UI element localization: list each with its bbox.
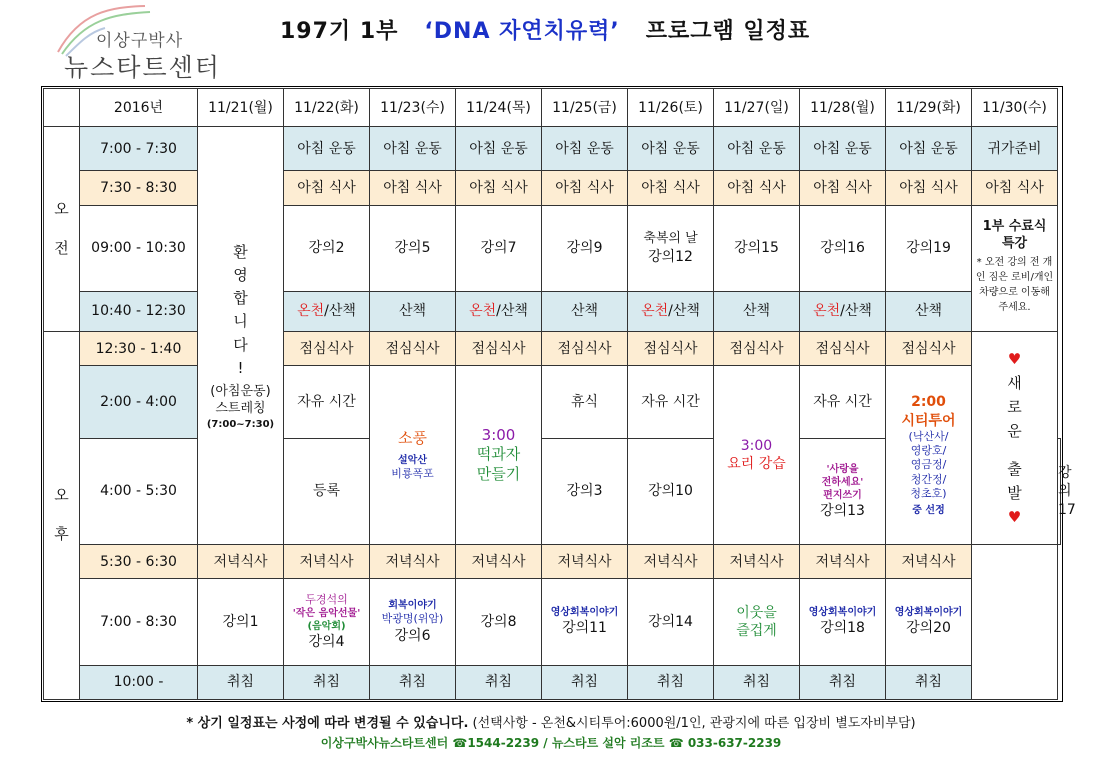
- row-0730: [44, 171, 1061, 205]
- dinner: 저녁식사: [886, 545, 972, 579]
- dinner: 저녁식사: [714, 545, 800, 579]
- row-1900: [44, 579, 1061, 665]
- walk: 산책: [542, 291, 628, 331]
- time-cell: 5:30 - 6:30: [80, 545, 198, 579]
- new-start-cell: ♥ 새 로 운 출 발 ♥: [972, 332, 1058, 545]
- lecture-11-cell: 영상회복이야기 강의11: [542, 579, 628, 665]
- day-header: 11/27(일): [714, 89, 800, 127]
- day-header: 11/21(월): [198, 89, 284, 127]
- period-am: 오 전: [44, 127, 80, 332]
- time-cell: 4:00 - 5:30: [80, 438, 198, 545]
- schedule-table: [43, 88, 1076, 700]
- sleep: 취침: [886, 665, 972, 699]
- sleep: 취침: [198, 665, 284, 699]
- lunch: 점심식사: [628, 332, 714, 366]
- lecture-2: 강의2: [284, 205, 370, 291]
- footer-note-rest: (선택사항 - 온천&시티투어:6000원/1인, 관광지에 따른 입장비 별도자비부담): [472, 716, 916, 731]
- breakfast: 아침 식사: [886, 171, 972, 205]
- title-part1: 197기 1부: [280, 19, 399, 44]
- return-prep: 귀가준비: [972, 127, 1058, 171]
- lecture-5: 강의5: [370, 205, 456, 291]
- cooking-cell: 3:00 요리 강습: [714, 366, 800, 545]
- lunch: 점심식사: [714, 332, 800, 366]
- breakfast: 아침 식사: [542, 171, 628, 205]
- onchun-walk: 온천/산책: [628, 291, 714, 331]
- lecture-9: 강의9: [542, 205, 628, 291]
- breakfast: 아침 식사: [370, 171, 456, 205]
- lecture-1: 강의1: [198, 579, 284, 665]
- page-title: [280, 14, 810, 45]
- lunch: 점심식사: [886, 332, 972, 366]
- completion-cell: 1부 수료식 특강 * 오전 강의 전 개인 짐은 로비/개인차량으로 이동해주세요.: [972, 205, 1058, 332]
- onchun-walk: 온천/산책: [284, 291, 370, 331]
- sleep: 취침: [628, 665, 714, 699]
- year-cell: 2016년: [80, 89, 198, 127]
- time-cell: 10:40 - 12:30: [80, 291, 198, 331]
- morning-exercise: 아침 운동: [800, 127, 886, 171]
- lecture-6-cell: 회복이야기 박광명(위암) 강의6: [370, 579, 456, 665]
- lecture-12-cell: 축복의 날 강의12: [628, 205, 714, 291]
- title-dna: ‘DNA 자연치유력’: [424, 19, 620, 44]
- morning-exercise: 아침 운동: [370, 127, 456, 171]
- free-time: 자유 시간: [284, 366, 370, 438]
- morning-exercise: 아침 운동: [456, 127, 542, 171]
- day-header: 11/26(토): [628, 89, 714, 127]
- dinner: 저녁식사: [284, 545, 370, 579]
- morning-exercise: 아침 운동: [714, 127, 800, 171]
- footer-note: [0, 712, 1102, 731]
- row-1040: [44, 291, 1061, 331]
- walk: 산책: [886, 291, 972, 331]
- day-header: 11/24(목): [456, 89, 542, 127]
- header: [0, 0, 1102, 86]
- free-time: 자유 시간: [800, 366, 886, 438]
- lecture-3: 강의3: [542, 438, 628, 545]
- dinner: 저녁식사: [800, 545, 886, 579]
- sleep: 취침: [284, 665, 370, 699]
- breakfast: 아침 식사: [456, 171, 542, 205]
- footer-note-bold: * 상기 일정표는 사정에 따라 변경될 수 있습니다.: [186, 716, 469, 731]
- row-2200: [44, 665, 1061, 699]
- rest: 휴식: [542, 366, 628, 438]
- time-cell: 09:00 - 10:30: [80, 205, 198, 291]
- breakfast: 아침 식사: [972, 171, 1058, 205]
- lecture-16: 강의16: [800, 205, 886, 291]
- lecture-7: 강의7: [456, 205, 542, 291]
- lecture-14: 강의14: [628, 579, 714, 665]
- row-1730: [44, 545, 1061, 579]
- title-part2: 프로그램 일정표: [645, 19, 811, 44]
- breakfast: 아침 식사: [800, 171, 886, 205]
- row-0900: [44, 205, 1061, 291]
- breakfast: 아침 식사: [628, 171, 714, 205]
- morning-exercise: 아침 운동: [628, 127, 714, 171]
- schedule-frame: [41, 86, 1076, 702]
- time-cell: 10:00 -: [80, 665, 198, 699]
- lecture-10: 강의10: [628, 438, 714, 545]
- lecture-18-cell: 영상회복이야기 강의18: [800, 579, 886, 665]
- lecture-17: 강의17: [1058, 438, 1061, 545]
- city-tour-cell: 2:00 시티투어 (낙산사/ 영랑호/ 영금정/ 청간정/ 청초호) 중 선정: [886, 366, 972, 545]
- picnic-cell: 소풍 설악산 비룡폭포: [370, 366, 456, 545]
- footer-contact: 이상구박사뉴스타트센터 ☎1544-2239 / 뉴스타트 설악 리조트 ☎ 033-637-2239: [320, 736, 782, 750]
- center-logo: [50, 2, 230, 82]
- row-1400: [44, 366, 1061, 438]
- sleep: 취침: [800, 665, 886, 699]
- empty-cell: [972, 545, 1058, 700]
- registration: 등록: [284, 438, 370, 545]
- lunch: 점심식사: [284, 332, 370, 366]
- row-1230: [44, 332, 1061, 366]
- time-cell: 7:30 - 8:30: [80, 171, 198, 205]
- time-cell: 7:00 - 7:30: [80, 127, 198, 171]
- onchun-walk: 온천/산책: [456, 291, 542, 331]
- onchun-walk: 온천/산책: [800, 291, 886, 331]
- welcome-cell: 환 영 합 니 다 ! (아침운동) 스트레칭 (7:00~7:30): [198, 127, 284, 545]
- dinner: 저녁식사: [542, 545, 628, 579]
- lecture-8: 강의8: [456, 579, 542, 665]
- breakfast: 아침 식사: [714, 171, 800, 205]
- lecture-4-cell: 두경석의 '작은 음악선물' (음악회) 강의4: [284, 579, 370, 665]
- time-cell: 7:00 - 8:30: [80, 579, 198, 665]
- lunch: 점심식사: [456, 332, 542, 366]
- sleep: 취침: [456, 665, 542, 699]
- time-cell: 2:00 - 4:00: [80, 366, 198, 438]
- walk: 산책: [714, 291, 800, 331]
- sleep: 취침: [542, 665, 628, 699]
- neighbor-cell: 이웃을 즐겁게: [714, 579, 800, 665]
- morning-exercise: 아침 운동: [284, 127, 370, 171]
- morning-exercise: 아침 운동: [542, 127, 628, 171]
- free-time: 자유 시간: [628, 366, 714, 438]
- dinner: 저녁식사: [628, 545, 714, 579]
- logo-line1: 이상구박사: [96, 31, 184, 51]
- row-0700: [44, 127, 1061, 171]
- breakfast: 아침 식사: [284, 171, 370, 205]
- time-cell: 12:30 - 1:40: [80, 332, 198, 366]
- day-header: 11/30(수): [972, 89, 1058, 127]
- day-header: 11/29(화): [886, 89, 972, 127]
- walk: 산책: [370, 291, 456, 331]
- cake-cell: 3:00 떡과자 만들기: [456, 366, 542, 545]
- morning-exercise: 아침 운동: [886, 127, 972, 171]
- lunch: 점심식사: [542, 332, 628, 366]
- logo-line2: 뉴스타트센터: [64, 53, 221, 82]
- day-header: 11/28(월): [800, 89, 886, 127]
- day-header: 11/25(금): [542, 89, 628, 127]
- day-header: 11/22(화): [284, 89, 370, 127]
- header-row: [44, 89, 1061, 127]
- lunch: 점심식사: [370, 332, 456, 366]
- lecture-15: 강의15: [714, 205, 800, 291]
- lunch: 점심식사: [800, 332, 886, 366]
- day-header: 11/23(수): [370, 89, 456, 127]
- dinner: 저녁식사: [370, 545, 456, 579]
- period-pm: 오 후: [44, 332, 80, 700]
- sleep: 취침: [714, 665, 800, 699]
- sleep: 취침: [370, 665, 456, 699]
- dinner: 저녁식사: [456, 545, 542, 579]
- dinner: 저녁식사: [198, 545, 284, 579]
- lecture-20-cell: 영상회복이야기 강의20: [886, 579, 972, 665]
- corner-cell: [44, 89, 80, 127]
- lecture-19: 강의19: [886, 205, 972, 291]
- lecture-13-cell: '사랑을 전하세요' 편지쓰기 강의13: [800, 438, 886, 545]
